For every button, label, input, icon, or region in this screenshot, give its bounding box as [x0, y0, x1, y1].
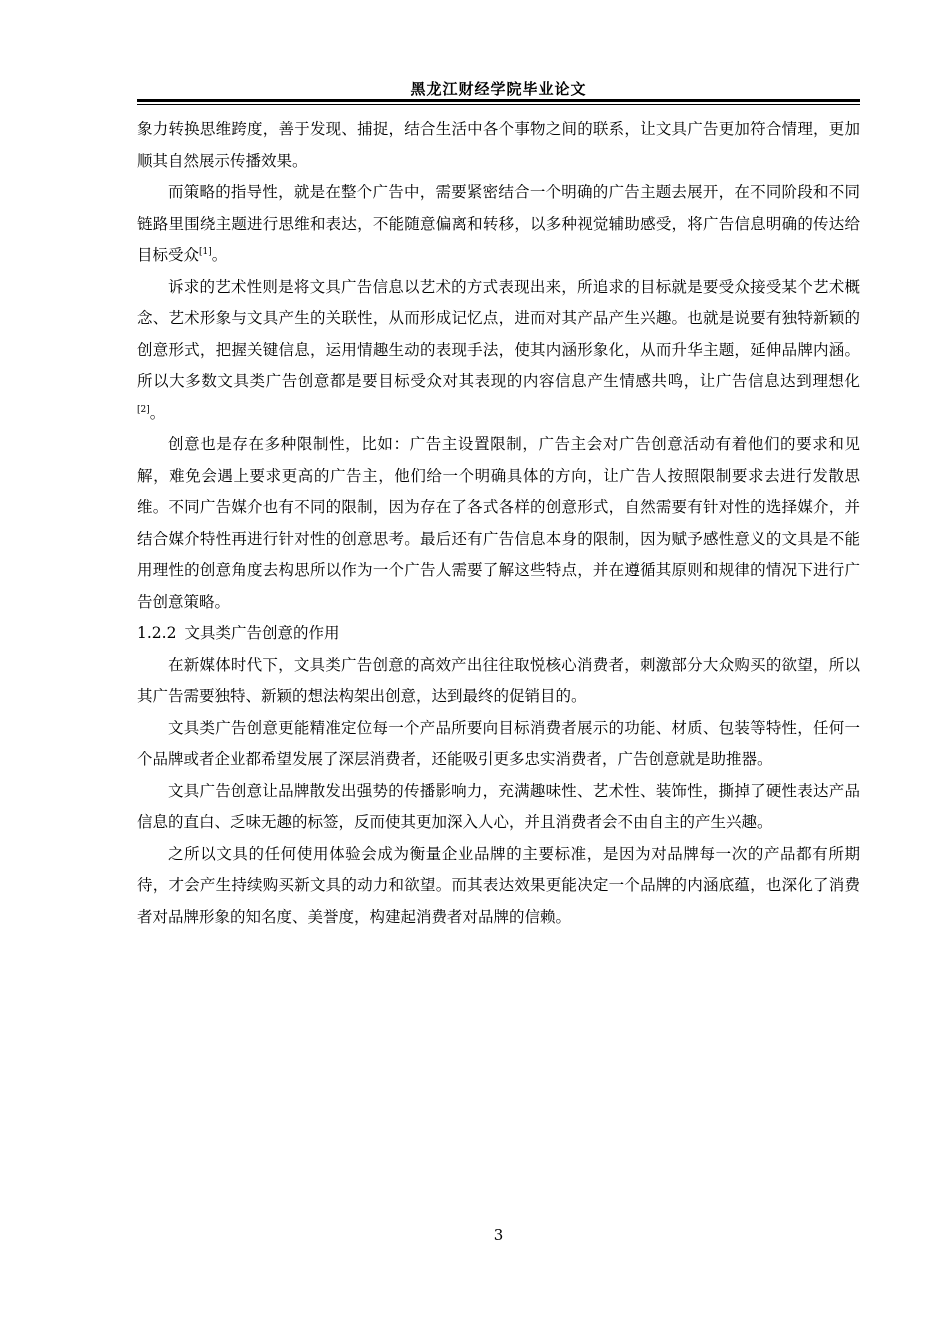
paragraph [137, 839, 860, 934]
paragraph-text: 诉求的艺术性则是将文具广告信息以艺术的方式表现出来，所追求的目标就是要受众接受某个艺术概念、艺术形象与文具产生的关联性，从而形成记忆点，进而对其产品产生兴趣。也就是说要有独特新颖的创意形式，把握关键信息，运用情趣生动的表现手法，使其内涵形象化，从而升华主题，延伸品牌内涵。所以大多数文具类广告创意都是要目标受众对其表现的内容信息产生情感共鸣，让广告信息达到理想化 [137, 277, 860, 390]
paragraph-text: 象力转换思维跨度，善于发现、捕捉，结合生活中各个事物之间的联系，让文具广告更加符合情理，更加顺其自然展示传播效果。 [137, 120, 860, 170]
paragraph [137, 429, 860, 618]
paragraph [137, 177, 860, 272]
header-rule-thick [137, 99, 860, 102]
paragraph-tail: 。 [211, 246, 228, 264]
paragraph-text: 之所以文具的任何使用体验会成为衡量企业品牌的主要标准，是因为对品牌每一次的产品都有所期待，才会产生持续购买新文具的动力和欲望。而其表达效果更能决定一个品牌的内涵底蕴，也深化了消费者对品牌形象的知名度、美誉度，构建起消费者对品牌的信赖。 [137, 844, 860, 926]
header-rule-thin [137, 104, 860, 105]
paragraph [137, 713, 860, 776]
section-number: 1.2.2 [137, 624, 177, 642]
running-header: 黑龙江财经学院毕业论文 [410, 80, 587, 98]
section-heading [137, 618, 860, 650]
paragraph-text: 文具类广告创意更能精准定位每一个产品所要向目标消费者展示的功能、材质、包装等特性，任何一个品牌或者企业都希望发展了深层消费者，还能吸引更多忠实消费者，广告创意就是助推器。 [137, 718, 860, 768]
section-title: 文具类广告创意的作用 [184, 624, 340, 642]
paragraph-text: 创意也是存在多种限制性，比如：广告主设置限制，广告主会对广告创意活动有着他们的要求和见解，难免会遇上要求更高的广告主，他们给一个明确具体的方向，让广告人按照限制要求去进行发散思维。不同广告媒介也有不同的限制，因为存在了各式各样的创意形式，自然需要有针对性的选择媒介，并结合媒介特性再进行针对性的创意思考。最后还有广告信息本身的限制，因为赋予感性意义的文具是不能用理性的创意角度去构思所以作为一个广告人需要了解这些特点，并在遵循其原则和规律的情况下进行广告创意策略。 [137, 435, 860, 611]
paragraph-text: 而策略的指导性，就是在整个广告中，需要紧密结合一个明确的广告主题去展开，在不同阶段和不同链路里围绕主题进行思维和表达，不能随意偏离和转移，以多种视觉辅助感受，将广告信息明确的传达给目标受众 [137, 183, 860, 264]
paragraph-tail: 。 [149, 403, 166, 422]
paragraph-continued [137, 114, 860, 177]
citation-ref[interactable]: [2] [137, 404, 150, 415]
paragraph [137, 776, 860, 839]
paragraph [137, 650, 860, 713]
paragraph-text: 文具广告创意让品牌散发出强势的传播影响力，充满趣味性、艺术性、装饰性，撕掉了硬性表达产品信息的直白、乏味无趣的标签，反而使其更加深入人心，并且消费者会不由自主的产生兴趣。 [137, 781, 860, 831]
paragraph [137, 272, 860, 430]
page-number: 3 [493, 1226, 504, 1244]
citation-ref[interactable]: [1] [199, 246, 212, 257]
paragraph-text: 在新媒体时代下，文具类广告创意的高效产出往往取悦核心消费者，刺激部分大众购买的欲望，所以其广告需要独特、新颖的想法构架出创意，达到最终的促销目的。 [137, 655, 860, 705]
body-text [137, 114, 860, 933]
